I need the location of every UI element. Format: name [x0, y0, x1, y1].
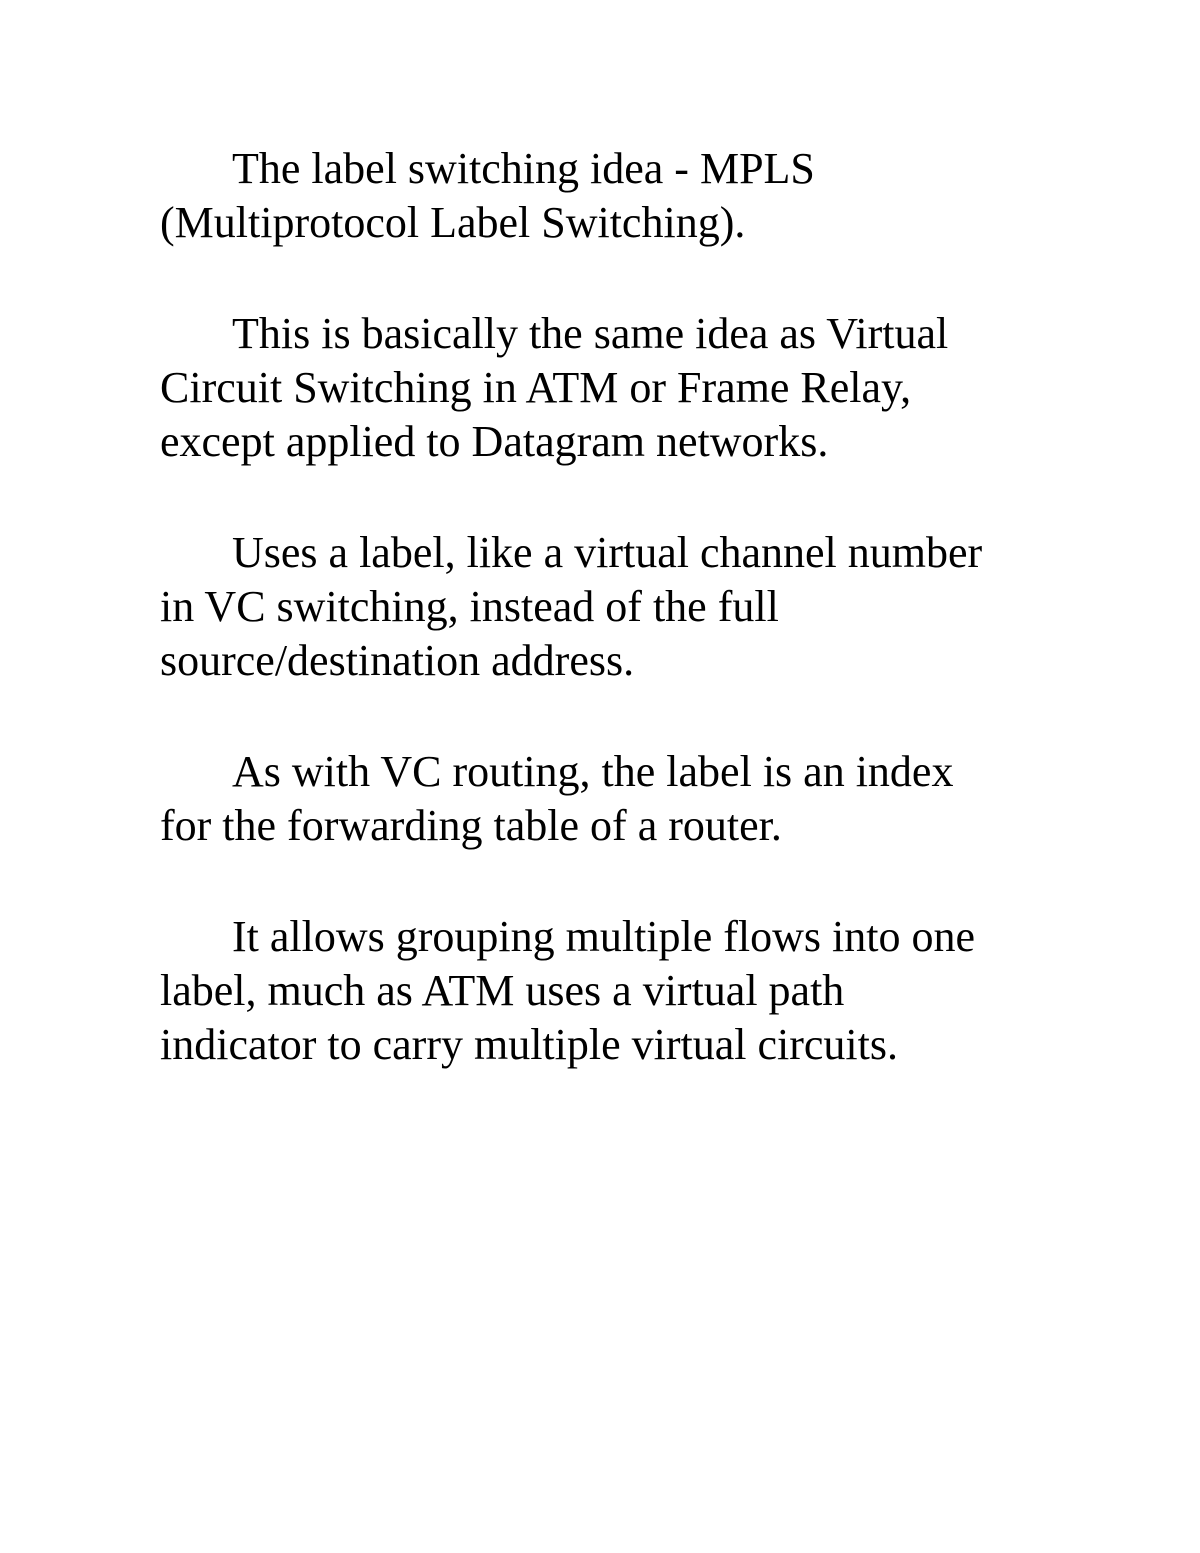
text-line: for the forwarding table of a router. [160, 801, 782, 850]
text-line: Circuit Switching in ATM or Frame Relay, [160, 363, 912, 412]
text-line: except applied to Datagram networks. [160, 417, 829, 466]
paragraph-virtual-circuit [160, 307, 1060, 469]
text-line: Uses a label, like a virtual channel number [232, 528, 983, 577]
paragraph-forwarding-table [160, 745, 1060, 853]
paragraph-grouping-flows [160, 910, 1060, 1072]
text-line: in VC switching, instead of the full [160, 582, 779, 631]
text-line: (Multiprotocol Label Switching). [160, 198, 746, 247]
paragraph-mpls-intro [160, 142, 1060, 250]
text-line: indicator to carry multiple virtual circuits. [160, 1020, 898, 1069]
text-line: As with VC routing, the label is an index [232, 747, 954, 796]
text-line: source/destination address. [160, 636, 635, 685]
document-body [160, 142, 1060, 1129]
text-line: The label switching idea - MPLS [232, 144, 815, 193]
text-line: This is basically the same idea as Virtual [232, 309, 949, 358]
paragraph-label-usage [160, 526, 1060, 688]
text-line: It allows grouping multiple flows into one [232, 912, 976, 961]
text-line: label, much as ATM uses a virtual path [160, 966, 845, 1015]
